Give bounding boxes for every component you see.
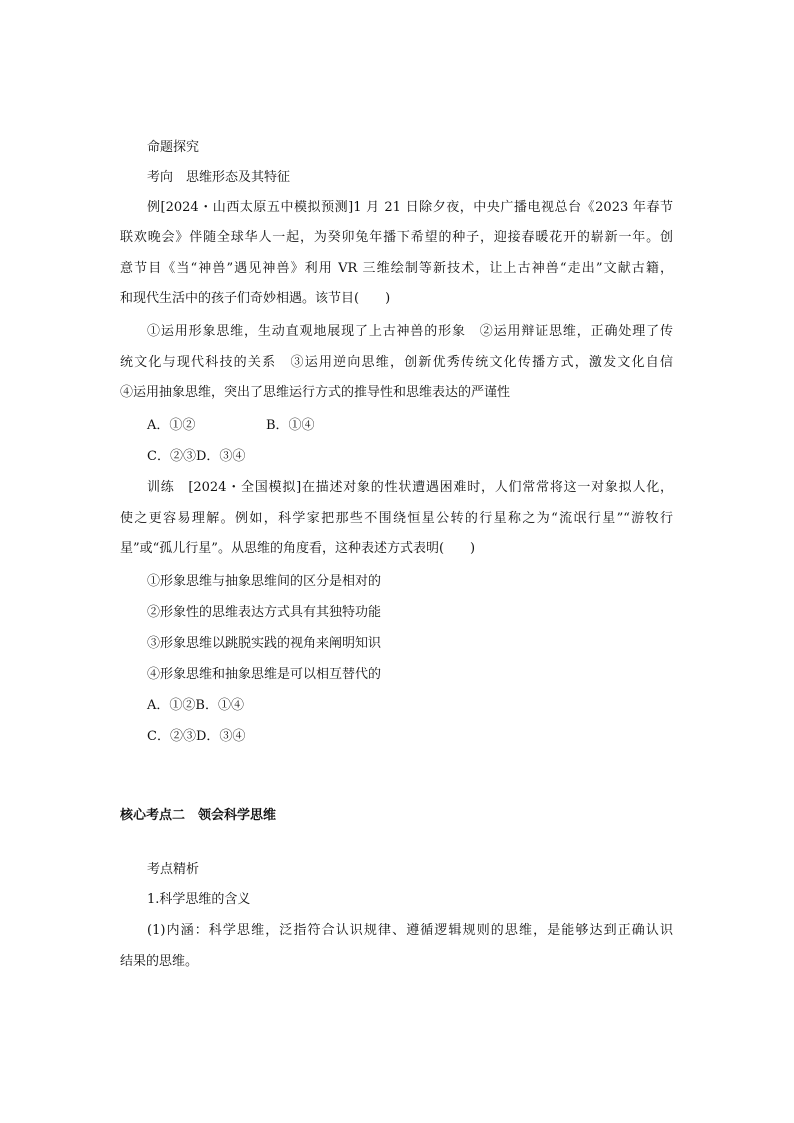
example-answer-b: B．①④ [266,418,315,433]
connotation-line-1: (1)内涵：科学思维，泛指符合认识规律、遵循逻辑规则的思维，是能够达到正确认识 [147,923,673,938]
training-option-3: ③形象思维以跳脱实践的视角来阐明知识 [147,636,382,651]
example-line-3: 意节目《当“神兽”遇见神兽》利用 VR 三维绘制等新技术，让上古神兽“走出”文献古籍， [120,261,673,276]
example-answer-a: A．①② [147,418,196,433]
training-line-3: 星”或“孤儿行星”。从思维的角度看，这种表述方式表明( ) [120,541,476,556]
analysis-heading: 考点精析 [147,862,200,877]
example-option-line-3: ④运用抽象思维，突出了思维运行方式的推导性和思维表达的严谨性 [120,385,511,400]
section-heading: 命题探究 [147,140,200,155]
training-line-1: 训练 [2024・全国模拟]在描述对象的性状遭遇困难时，人们常常将这一对象拟人化， [147,480,673,495]
training-answer-ab: A．①②B．①④ [147,698,244,713]
sub-heading: 考向 思维形态及其特征 [147,170,291,185]
training-option-4: ④形象思维和抽象思维是可以相互替代的 [147,667,382,682]
training-option-2: ②形象性的思维表达方式具有其独特功能 [147,605,382,620]
connotation-line-2: 结果的思维。 [120,954,199,969]
training-answer-cd: C．②③D．③④ [147,729,246,744]
item-heading: 1.科学思维的含义 [147,892,251,907]
training-line-2: 使之更容易理解。例如，科学家把那些不围绕恒星公转的行星称之为“流氓行星”“游牧行 [120,511,673,526]
example-line-1: 例[2024・山西太原五中模拟预测]1 月 21 日除夕夜，中央广播电视总台《2023 年春节 [147,200,673,215]
example-line-4: 和现代生活中的孩子们奇妙相遇。该节目( ) [120,291,391,306]
example-option-line-1: ①运用形象思维，生动直观地展现了上古神兽的形象 ②运用辩证思维，正确处理了传 [147,324,673,339]
example-line-2: 联欢晚会》伴随全球华人一起，为癸卯兔年播下希望的种子，迎接春暖花开的崭新一年。创 [120,230,673,245]
example-answer-cd: C．②③D．③④ [147,449,246,464]
section-title: 核心考点二 领会科学思维 [120,808,277,823]
training-option-1: ①形象思维与抽象思维间的区分是相对的 [147,574,382,589]
example-option-line-2: 统文化与现代科技的关系 ③运用逆向思维，创新优秀传统文化传播方式，激发文化自信 [120,355,673,370]
